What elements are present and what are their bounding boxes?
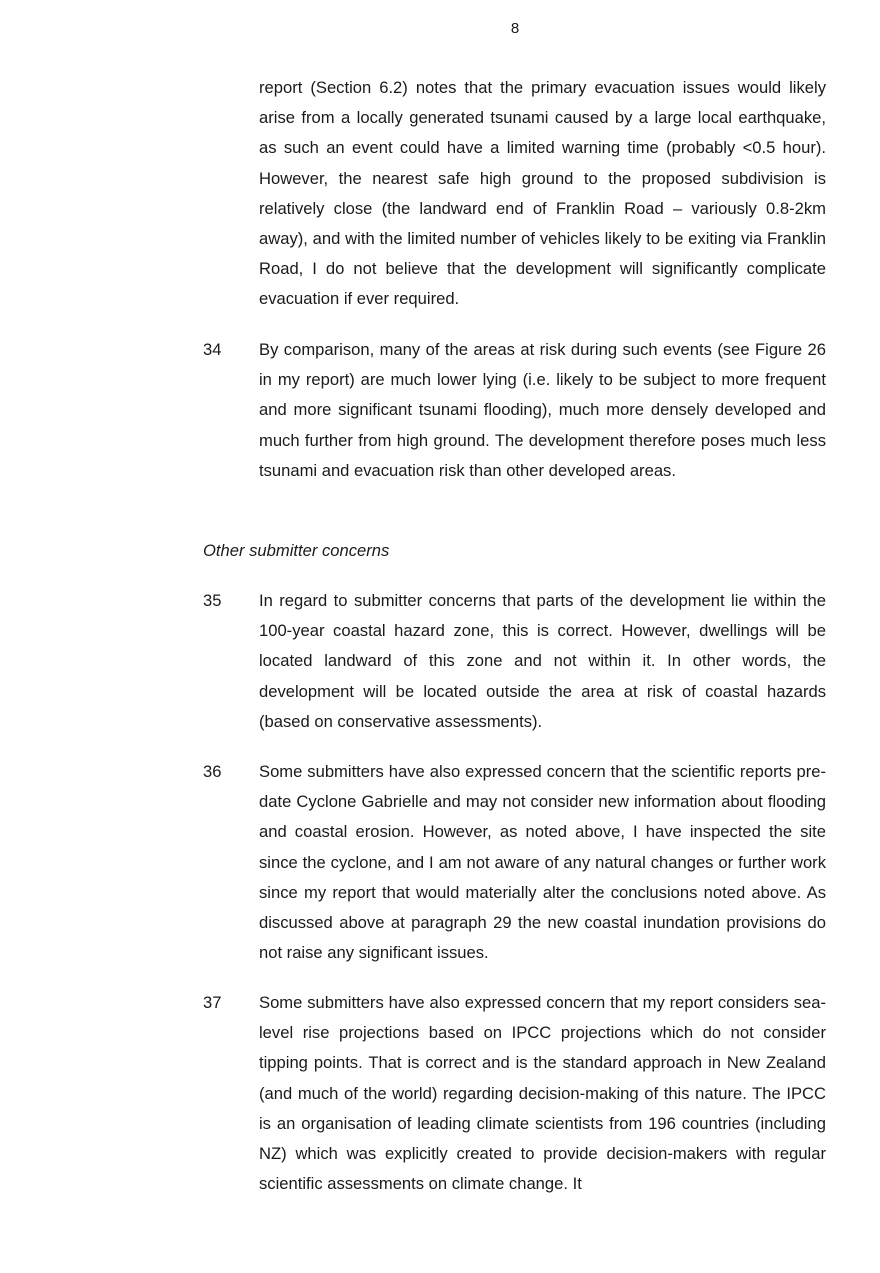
section-heading-other-submitter-concerns: Other submitter concerns — [203, 541, 390, 560]
continuation-paragraph: report (Section 6.2) notes that the primary evacuation issues would likely arise from a locally generated tsunami caused by a large local earthquake, as such an event could have a limited warning time (probably <0.5 hour). However, the nearest safe high ground to the proposed subdivision is relatively close (the landward end of Franklin Road – variously 0.8-2km away), and with the limited number of vehicles likely to be exiting via Franklin Road, I do not believe that the development will significantly complicate evacuation if ever required. — [259, 78, 826, 309]
paragraph-34: By comparison, many of the areas at risk during such events (see Figure 26 in my report) are much lower lying (i.e. likely to be subject to more frequent and more significant tsunami flooding), much more densely developed and much further from high ground. The development therefore poses much less tsunami and evacuation risk than other developed areas. — [259, 340, 826, 480]
page-number: 8 — [510, 20, 520, 37]
paragraph-number-36: 36 — [203, 762, 222, 781]
paragraph-number-37: 37 — [203, 993, 222, 1012]
paragraph-number-34: 34 — [203, 340, 222, 359]
paragraph-37: Some submitters have also expressed concern that my report considers sea-level rise projections based on IPCC projections which do not consider tipping points. That is correct and is the standard approach in New Zealand (and much of the world) regarding decision-making of this nature. The IPCC is an organisation of leading climate scientists from 196 countries (including NZ) which was explicitly created to provide decision-makers with regular scientific assessments on climate change. It — [259, 993, 826, 1194]
paragraph-number-35: 35 — [203, 591, 222, 610]
paragraph-36: Some submitters have also expressed concern that the scientific reports pre-date Cyclone Gabrielle and may not consider new information about flooding and coastal erosion. However, as noted above, I have inspected the site since the cyclone, and I am not aware of any natural changes or further work since my report that would materially alter the conclusions noted above. As discussed above at paragraph 29 the new coastal inundation provisions do not raise any significant issues. — [259, 762, 826, 963]
paragraph-35: In regard to submitter concerns that parts of the development lie within the 100-year coastal hazard zone, this is correct. However, dwellings will be located landward of this zone and not within it. In other words, the development will be located outside the area at risk of coastal hazards (based on conservative assessments). — [259, 591, 826, 731]
